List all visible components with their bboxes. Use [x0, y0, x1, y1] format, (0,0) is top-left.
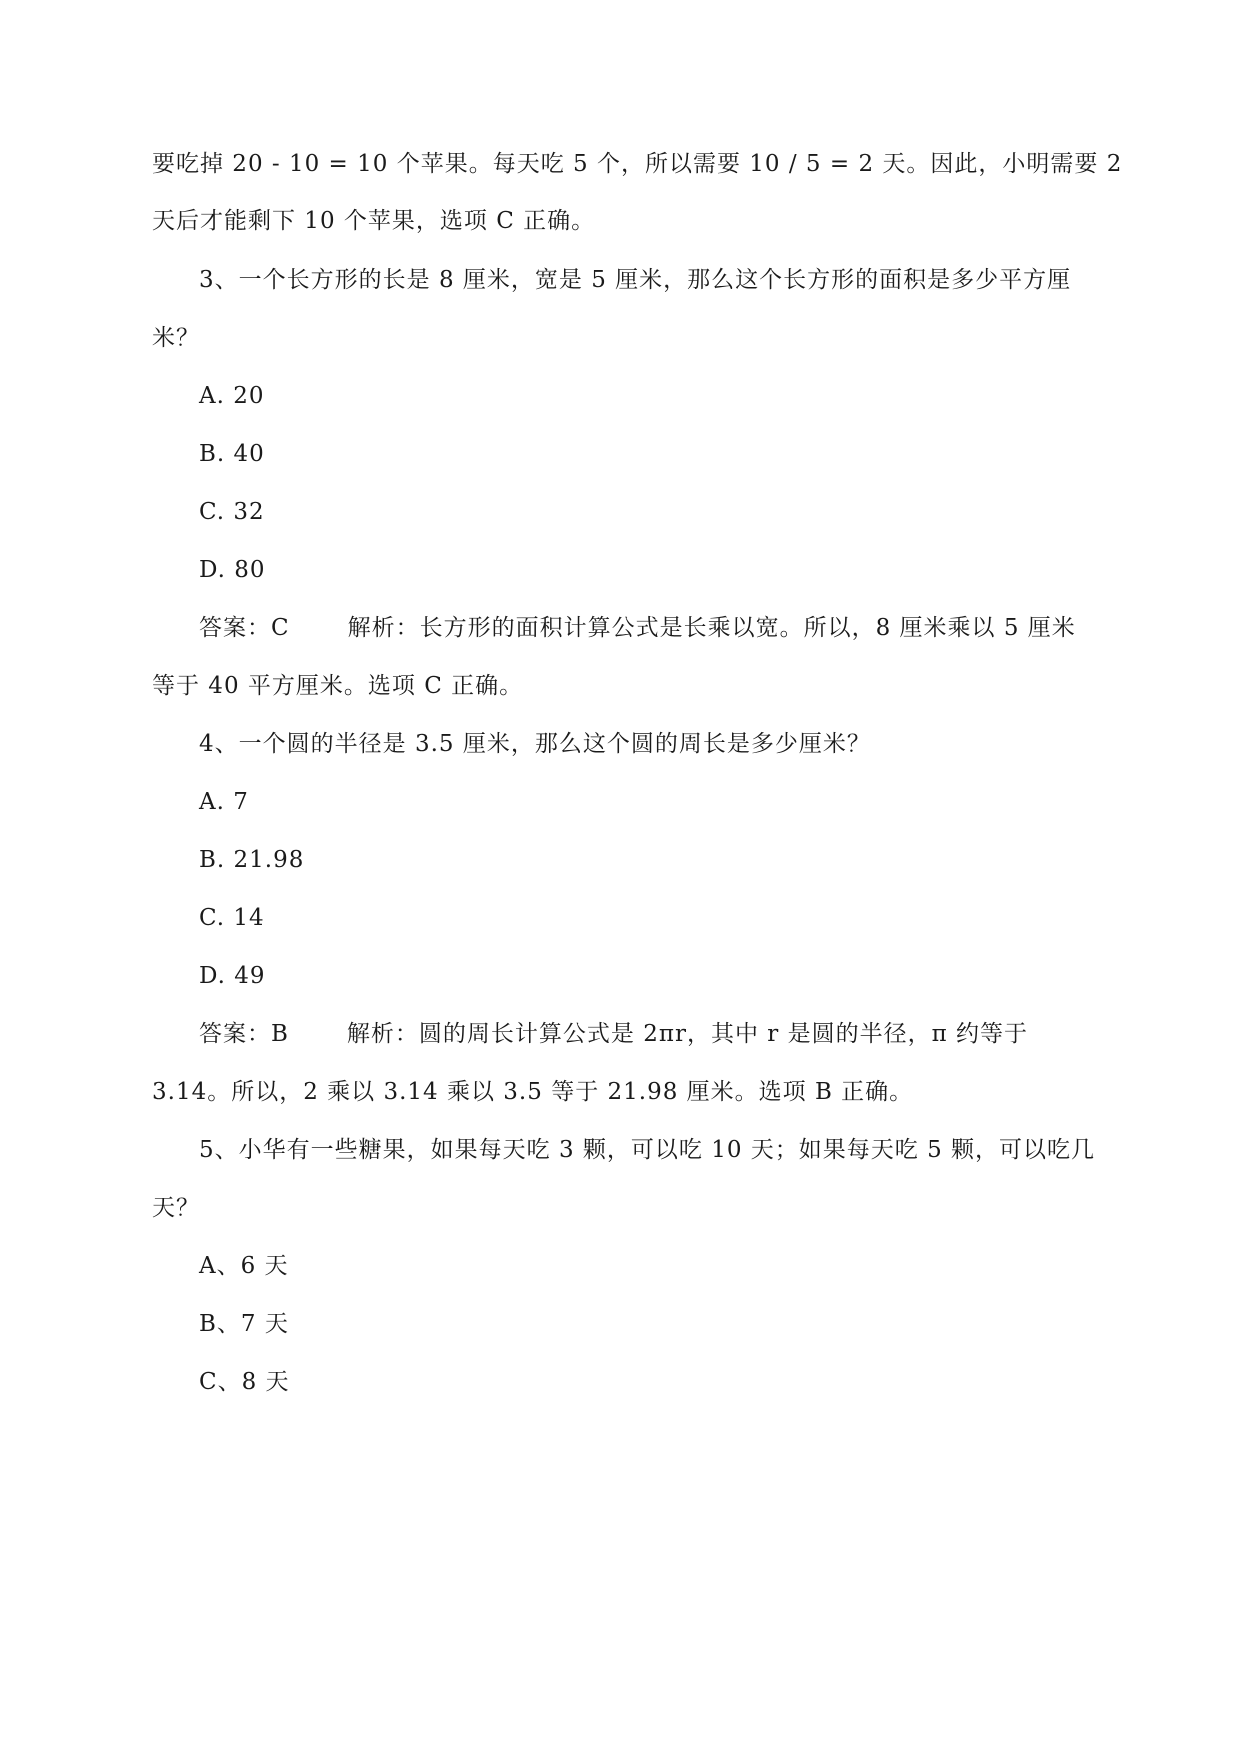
answer-line — [199, 1019, 1028, 1049]
text-line: 等于 40 平方厘米。选项 C 正确。 — [152, 673, 524, 699]
text-line: 3.14。所以，2 乘以 3.14 乘以 3.5 等于 21.98 厘米。选项 B 正确。 — [152, 1079, 914, 1105]
text-line: 天？ — [152, 1195, 200, 1221]
question-4: 4、一个圆的半径是 3.5 厘米，那么这个圆的周长是多少厘米？ — [199, 731, 871, 757]
question-3: 3、一个长方形的长是 8 厘米，宽是 5 厘米，那么这个长方形的面积是多少平方厘 — [199, 267, 1072, 293]
text-line: 米？ — [152, 325, 200, 351]
option-b: B. 40 — [199, 441, 265, 467]
text-line: 天后才能剩下 10 个苹果，选项 C 正确。 — [152, 208, 596, 234]
option-b: B、7 天 — [199, 1311, 289, 1337]
option-d: D. 80 — [199, 557, 266, 583]
option-a: A. 20 — [199, 383, 265, 409]
answer-label: 答案：C — [199, 615, 290, 641]
option-a: A、6 天 — [199, 1253, 289, 1279]
question-5: 5、小华有一些糖果，如果每天吃 3 颗，可以吃 10 天；如果每天吃 5 颗，可以吃几 — [199, 1137, 1096, 1163]
option-a: A. 7 — [199, 789, 249, 815]
answer-line — [199, 613, 1076, 643]
text-line: 要吃掉 20 - 10 = 10 个苹果。每天吃 5 个，所以需要 10 / 5 = 2 天。因此，小明需要 2 — [152, 151, 1123, 177]
option-c: C. 14 — [199, 905, 265, 931]
option-c: C. 32 — [199, 499, 265, 525]
analysis-text: 解析：长方形的面积计算公式是长乘以宽。所以，8 厘米乘以 5 厘米 — [347, 615, 1076, 641]
analysis-text: 解析：圆的周长计算公式是 2πr，其中 r 是圆的半径，π 约等于 — [346, 1021, 1029, 1047]
option-b: B. 21.98 — [199, 847, 305, 873]
option-d: D. 49 — [199, 963, 266, 989]
option-c: C、8 天 — [199, 1369, 290, 1395]
answer-label: 答案：B — [199, 1021, 289, 1047]
